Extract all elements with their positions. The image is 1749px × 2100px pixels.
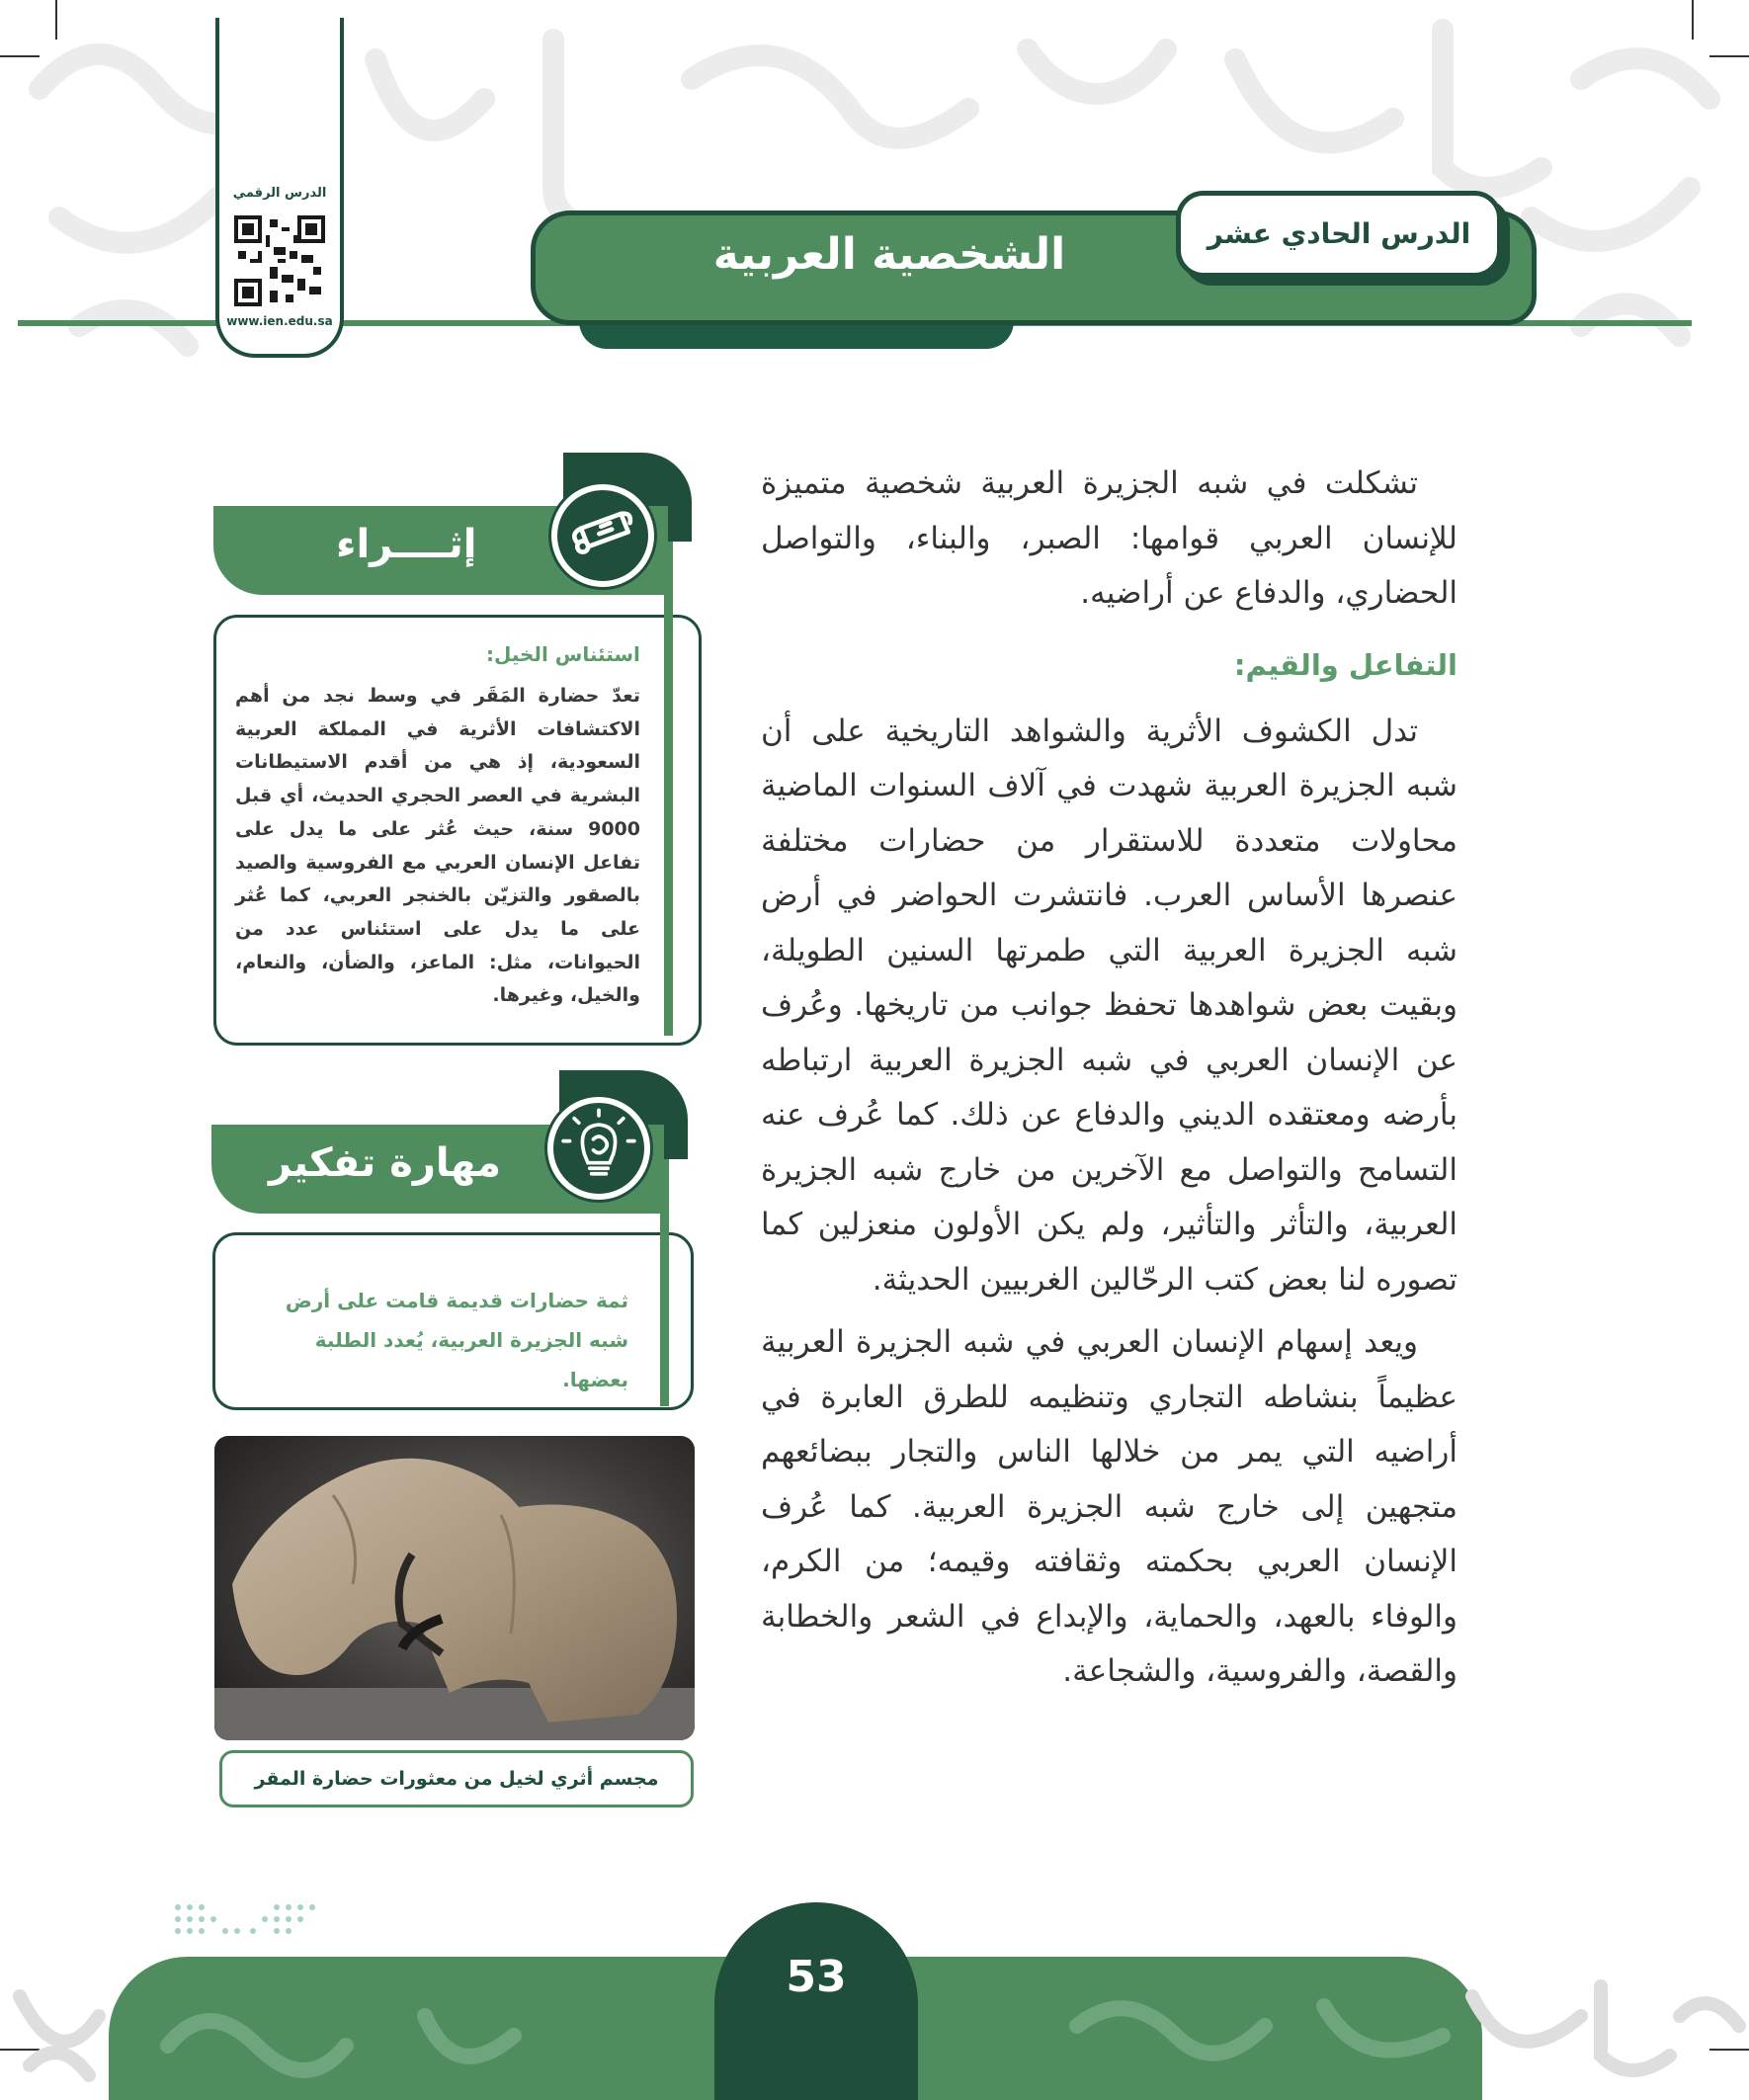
title-underlay xyxy=(579,321,1014,349)
body-paragraph-1: تدل الكشوف الأثرية والشواهد التاريخية على أن شبه الجزيرة العربية شهدت في آلاف السنوات الماضية محاولات متعددة للاستقرار من حضارات مختلفة عنصرها الأساس العرب. فانتشرت الحواضر في أرض شبه الجزيرة العربية التي طمرتها السنين الطويلة، وبقيت بعض شواهدها تحفظ جوانب من تاريخها. وعُرف عن الإنسان العربي في شبه الجزيرة العربية ارتباطه بأرضه ومعتقده الديني والدفاع عن ذلك. كما عُرف عنه التسامح والتواصل مع الآخرين من خارج شبه الجزيرة العربية، والتأثر والتأثير، ولم يكن الأولون منعزلين كما تصوره لنا بعض كتب الرحّالين الغربيين الحديثة. xyxy=(761,713,1458,1298)
digital-lesson-label: الدرس الرقمي xyxy=(232,186,327,201)
photo-caption: مجسم أثري لخيل من معثورات حضارة المقر xyxy=(219,1750,694,1807)
enrichment-icon-disc xyxy=(551,484,654,587)
brain-bulb-icon xyxy=(553,1103,644,1194)
qr-code-icon[interactable] xyxy=(234,215,325,306)
ministry-logo-dots xyxy=(168,1897,326,1947)
enrichment-body: تعدّ حضارة المَقَر في وسط نجد من أهم الاكتشافات الأثرية في المملكة العربية السعودية، إذ هي من أقدم الاستيطانات البشرية في العصر الحجري الحديث، أي قبل 9000 سنة، حيث عُثر على ما يدل على تفاعل الإنسان العربي مع الفروسية والصيد بالصقور والتزيّن بالخنجر العربي، كما عُثر على ما يدل على استئناس عدد من الحيوانات، مثل: الماعز، والضأن، والنعام، والخيل، وغيرها. xyxy=(235,685,640,1007)
lesson-number-tag xyxy=(1176,191,1502,278)
corner-calligraphy xyxy=(1453,1957,1749,2100)
page-title: الشخصية العربية xyxy=(712,229,1066,280)
digital-lesson-tab[interactable] xyxy=(215,18,344,358)
enrichment-title: إثــــراء xyxy=(336,522,477,567)
thinking-icon-disc xyxy=(547,1097,650,1200)
digital-lesson-url[interactable]: www.ien.edu.sa xyxy=(226,314,333,328)
main-text-column xyxy=(761,457,1458,1700)
lesson-number-label: الدرس الحادي عشر xyxy=(1207,217,1471,250)
corner-calligraphy-left xyxy=(0,1957,109,2100)
thinking-title: مهارة تفكير xyxy=(269,1140,502,1186)
enrichment-heading: استئناس الخيل: xyxy=(486,642,640,666)
scroll-icon xyxy=(557,490,648,581)
page-number: 53 xyxy=(786,1952,847,2002)
intro-paragraph: تشكلت في شبه الجزيرة العربية شخصية متميزة للإنسان العربي قوامها: الصبر، والبناء، والتواصل الحضاري، والدفاع عن أراضيه. xyxy=(761,465,1458,611)
section-heading: التفاعل والقيم: xyxy=(1233,647,1458,682)
horse-statue-photo xyxy=(214,1436,695,1740)
body-paragraph-2: ويعد إسهام الإنسان العربي في شبه الجزيرة العربية عظيماً بنشاطه التجاري وتنظيمه للطرق العابرة في أراضيه التي يمر من خلالها الناس والتجار ببضائعهم متجهين إلى خارج شبه الجزيرة العربية. كما عُرف الإنسان العربي بحكمته وثقافته وقيمه؛ من الكرم، والوفاء بالعهد، والحماية، والإبداع في الشعر والخطابة والقصة، والفروسية، والشجاعة. xyxy=(761,1324,1458,1689)
thinking-body: ثمة حضارات قديمة قامت على أرض شبه الجزيرة العربية، يُعدد الطلبة بعضها. xyxy=(285,1289,628,1391)
